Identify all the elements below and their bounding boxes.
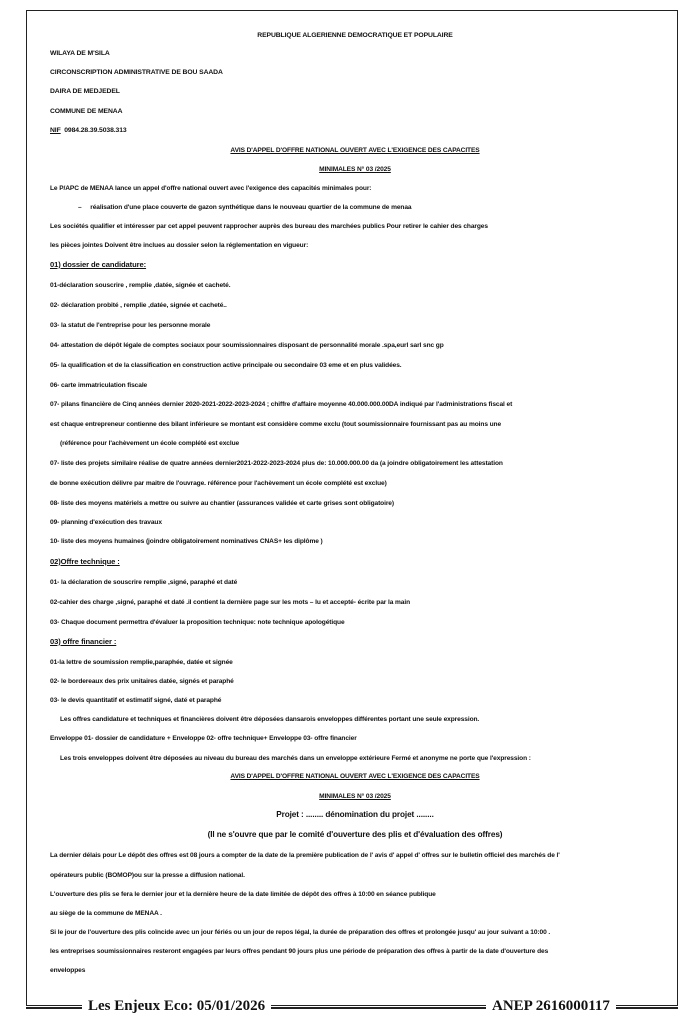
daira-line: DAIRA DE MEDJEDEL: [50, 88, 120, 95]
list-item: (référence pour l'achèvement un école complété est exclue: [60, 440, 240, 447]
list-item: 10- liste des moyens humaines (joindre obligatoirement nominatives CNAS+ les diplôme ): [50, 538, 323, 545]
section-candidature-title: 01) dossier de candidature:: [50, 260, 147, 269]
envelopes-line: Les offres candidature et techniques et financières doivent être déposées dansarois enveloppes différentes portant une seule expression.: [60, 716, 480, 723]
list-item: 03- Chaque document permettra d'évaluer la proposition technique: note technique apologétique: [50, 619, 345, 626]
closing-line: au siège de la commune de MENAA .: [50, 910, 162, 917]
nif-line: [50, 127, 127, 135]
intro-line: les pièces jointes Doivent être inclues au dossier selon la réglementation en vigueur:: [50, 242, 309, 249]
republic-heading: REPUBLIQUE ALGERIENNE DEMOCRATIQUE ET POPULAIRE: [257, 32, 453, 39]
closing-line: opérateurs public (BOMOP)ou sur la presse a diffusion national.: [50, 872, 245, 879]
circonscription-line: CIRCONSCRIPTION ADMINISTRATIVE DE BOU SAADA: [50, 69, 223, 76]
envelopes-line: Les trois enveloppes doivent être déposées au niveau du bureau des marchés dans un enveloppe extérieure Fermé et anonyme ne porte que l'expression :: [60, 755, 531, 762]
list-item: 02- le bordereaux des prix unitaires datée, signés et paraphé: [50, 678, 234, 685]
footer-anep-number: ANEP 2616000117: [486, 998, 616, 1015]
list-item: 08- liste des moyens matériels a mettre ou suivre au chantier (assurances validée et carte grises sont obligatoire): [50, 500, 394, 507]
wilaya-line: WILAYA DE M'SILA: [50, 50, 110, 57]
list-item: 01- la déclaration de souscrire remplie ,signé, paraphé et daté: [50, 579, 238, 586]
closing-line: L'ouverture des plis se fera le dernier jour et la dernière heure de la date limitée de dépôt des offres à 10:00 en séance publique: [50, 891, 436, 898]
list-item: 05- la qualification et de la classification en construction active principale ou secondaire 03 eme et en plus validées.: [50, 362, 402, 369]
list-item: 02- déclaration probité , remplie ,datée, signée et cacheté..: [50, 302, 227, 309]
list-item: 03- la statut de l'entreprise pour les personne morale: [50, 322, 211, 329]
projet-line: Projet : ........ dénomination du projet ........: [276, 810, 434, 819]
list-item: 01-la lettre de soumission remplie,paraphée, datée et signée: [50, 659, 233, 666]
closing-line: enveloppes: [50, 967, 86, 974]
list-item: 07- pilans financière de Cinq années dernier 2020-2021-2022-2023-2024 ; chiffre d'affaire moyenne 40.000.000.00DA indiqué par l'administrations fiscal et: [50, 401, 513, 408]
list-item: de bonne exécution délivre par maitre de l'ouvrage. référence pour l'achèvement un école complété est exclue): [50, 480, 387, 487]
footer-publication: Les Enjeux Eco: 05/01/2026: [82, 998, 271, 1015]
notice-title: AVIS D'APPEL D'OFFRE NATIONAL OUVERT AVEC L'EXIGENCE DES CAPACITES: [230, 147, 480, 154]
intro-line: Le P/APC de MENAA lance un appel d'offre national ouvert avec l'exigence des capacités minimales pour:: [50, 185, 372, 192]
repeat-title: AVIS D'APPEL D'OFFRE NATIONAL OUVERT AVEC L'EXIGENCE DES CAPACITES: [230, 773, 480, 780]
list-item: 01-déclaration souscrire , remplie ,datée, signée et cacheté.: [50, 282, 231, 289]
list-item: 07- liste des projets similaire réalise de quatre années dernier2021-2022-2023-2024 plus de: 10.000.000.00 da (a joindre obligatoirement les attestation: [50, 460, 503, 467]
closing-line: les entreprises soumissionnaires resteront engagées par leurs offres pendant 90 jours plus une période de préparation des offres à partir de la date d'ouverture des: [50, 948, 549, 955]
list-item: est chaque entrepreneur contienne des bilant inférieure se montant est considère comme exclu (tout soumissionnaire fournissant pas au moins une: [50, 421, 502, 428]
closing-line: Si le jour de l'ouverture des plis coïncide avec un jour fériés ou un jour de repos légal, la durée de préparation des offres et prolongée jusqu' au jour suivant a 10:00 .: [50, 929, 551, 936]
list-item: 02-cahier des charge ,signé, paraphé et daté .il contient la dernière page sur les mots – lu et accepté- écrite par la main: [50, 599, 411, 606]
list-item: 03- le devis quantitatif et estimatif signé, daté et paraphé: [50, 697, 222, 704]
nif-label: NIF: [50, 127, 61, 134]
section-financier-title: 03) offre financier :: [50, 637, 117, 646]
section-technique-title: 02)Offre technique :: [50, 557, 120, 566]
nif-value: 0984.28.39.5038.313: [64, 127, 127, 134]
closing-line: La dernier délais pour Le dépôt des offres est 08 jours a compter de la date de la première publication de l' avis d' appel d' offres sur le bulletin officiel des marchés de l': [50, 852, 560, 859]
envelopes-line: Enveloppe 01- dossier de candidature + Enveloppe 02- offre technique+ Enveloppe 03- offre financier: [50, 735, 357, 742]
repeat-subtitle: MINIMALES N° 03 /2025: [319, 793, 391, 800]
notice-subtitle: MINIMALES N° 03 /2025: [319, 166, 391, 173]
footer: [0, 995, 696, 1021]
commune-line: COMMUNE DE MENAA: [50, 108, 123, 115]
intro-line: Les sociétés qualifier et intéresser par cet appel peuvent rapprocher auprès des bureau des marchées publics Pour retirer le cahier des charges: [50, 223, 488, 230]
intro-project-line: – réalisation d'une place couverte de gazon synthétique dans le nouveau quartier de la commune de menaa: [78, 204, 412, 211]
list-item: 09- planning d'exécution des travaux: [50, 519, 162, 526]
list-item: 06- carte immatriculation fiscale: [50, 382, 148, 389]
list-item: 04- attestation de dépôt légale de comptes sociaux pour soumissionnaires disposant de personnalité morale .spa,eurl sarl snc gp: [50, 342, 444, 349]
warning-line: (Il ne s'ouvre que par le comité d'ouverture des plis et d'évaluation des offres): [207, 830, 503, 839]
